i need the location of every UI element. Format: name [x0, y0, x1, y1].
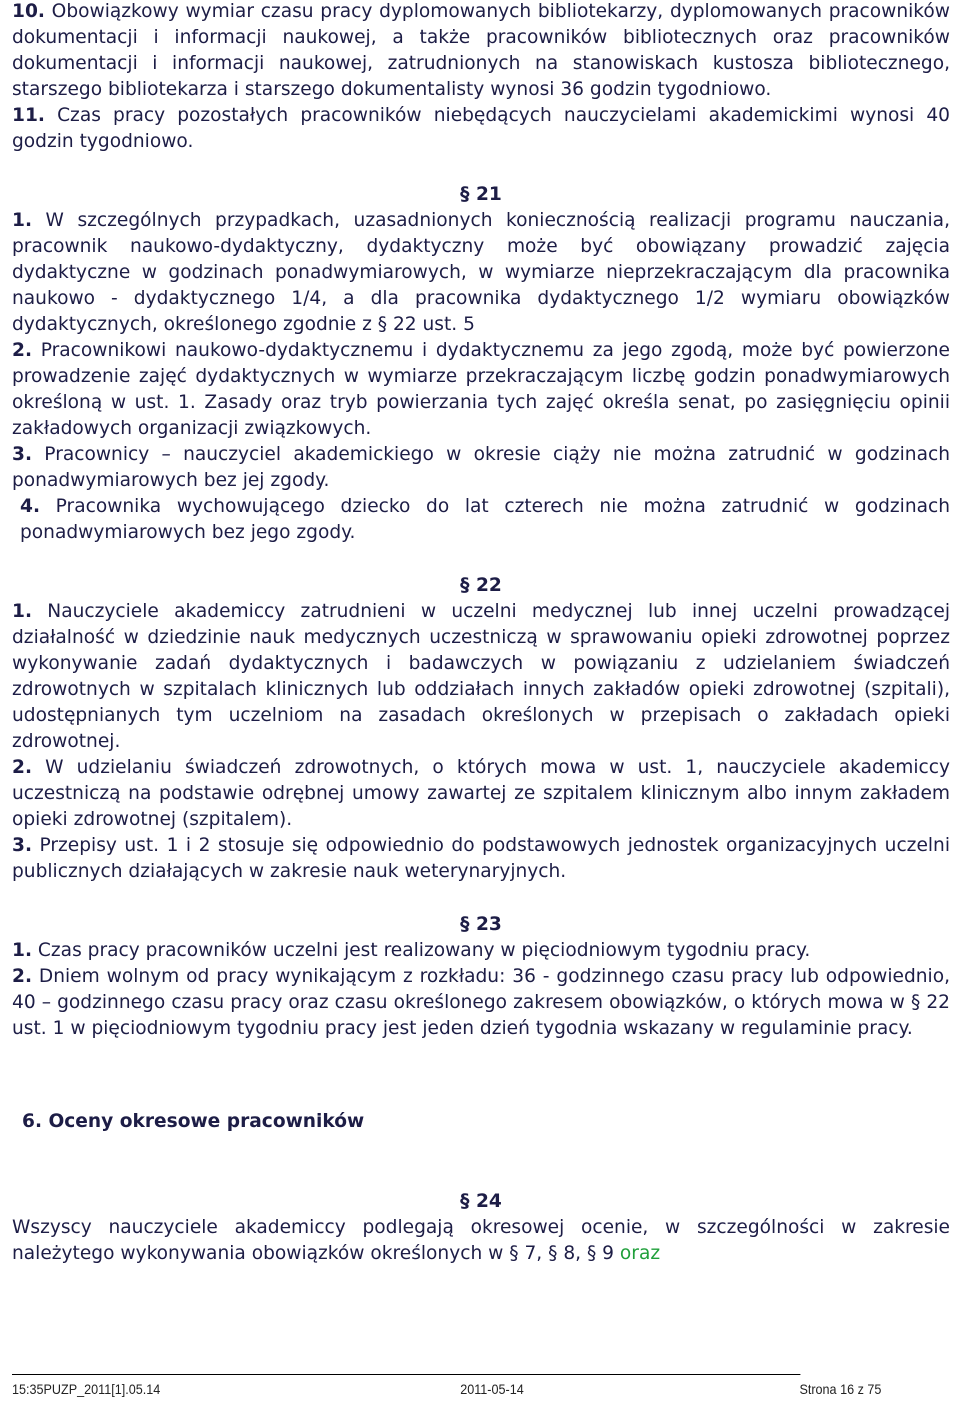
s22-paragraph-3 [12, 833, 950, 885]
s23-paragraph-1 [12, 938, 950, 964]
paragraph-text: Obowiązkowy wymiar czasu pracy dyplomowanych bibliotekarzy, dyplomowanych pracowników dokumentacji i informacji naukowej, a także pracowników bibliotecznych oraz pracowników dokumentacji i informacji naukowej, zatrudnionych na stanowiskach kustosza bibliotecznego, starszego bibliotekarza i starszego dokumentalisty wynosi 36 godzin tygodniowo. [12, 1, 950, 100]
chapter-heading: 6. Oceny okresowe pracowników [22, 1111, 365, 1132]
paragraph-number: 11. [12, 105, 45, 126]
paragraph-text: Nauczyciele akademiccy zatrudnieni w uczelni medycznej lub innej uczelni prowadzącej działalność w dziedzinie nauk medycznych uczestniczą w sprawowaniu opieki zdrowotnej poprzez wykonywanie zadań dydaktycznych i badawczych w powiązaniu z udzielaniem świadczeń zdrowotnych w szpitalach klinicznych lub oddziałach innych zakładów opieki zdrowotnej (szpitali), udostępnianych tym uczelniom na zasadach określonych w przepisach o zakładach opieki zdrowotnej. [12, 601, 950, 752]
paragraph-text: Pracownikowi naukowo-dydaktycznemu i dydaktycznemu za jego zgodą, może być powierzone prowadzenie zajęć dydaktycznych w wymiarze przekraczającym liczbę godzin ponadwymiarowych określoną w ust. 1. Zasady oraz tryb powierzania tych zajęć określa senat, po zasięgnięciu opinii zakładowych organizacji związkowych. [12, 340, 950, 439]
footer-date: 2011-05-14 [460, 1381, 524, 1397]
s23-paragraph-2 [12, 964, 950, 1042]
paragraph-number: 3. [12, 835, 33, 856]
paragraph-10 [12, 0, 950, 103]
section-heading-21: § 21 [460, 184, 502, 205]
paragraph-text: Pracownicy – nauczyciel akademickiego w okresie ciąży nie można zatrudnić w godzinach ponadwymiarowych bez jej zgody. [12, 444, 950, 491]
footer-filename: 15:35PUZP_2011[1].05.14 [12, 1381, 161, 1397]
paragraph-number: 10. [12, 1, 45, 22]
paragraph-11 [12, 103, 950, 155]
paragraph-text: Dniem wolnym od pracy wynikającym z rozkładu: 36 - godzinnego czasu pracy lub odpowiednio, 40 – godzinnego czasu pracy oraz czasu określonego zakresem obowiązków, o których mowa w § 22 ust. 1 w pięciodniowym tygodniu pracy jest jeden dzień tygodnia wskazany w regulaminie pracy. [12, 966, 950, 1039]
paragraph-number: 2. [12, 757, 33, 778]
document-page [12, 0, 950, 1267]
s24-paragraph [12, 1215, 950, 1267]
paragraph-number: 2. [12, 340, 33, 361]
paragraph-number: 4. [20, 496, 41, 517]
paragraph-number: 3. [12, 444, 33, 465]
page-footer [12, 1374, 882, 1397]
section-heading-22: § 22 [460, 575, 502, 596]
inserted-text: oraz [619, 1243, 661, 1264]
footer-page-number: Strona 16 z 75 [799, 1381, 882, 1397]
paragraph-text: Pracownika wychowującego dziecko do lat czterech nie można zatrudnić w godzinach ponadwymiarowych bez jego zgody. [20, 496, 950, 543]
s22-paragraph-2 [12, 755, 950, 833]
paragraph-text: W szczególnych przypadkach, uzasadnionych koniecznością realizacji programu nauczania, pracownik naukowo-dydaktyczny, dydaktyczny może być obowiązany prowadzić zajęcia dydaktyczne w godzinach ponadwymiarowych, w wymiarze nieprzekraczającym dla pracownika naukowo - dydaktycznego 1/4, a dla pracownika dydaktycznego 1/2 wymiaru obowiązków dydaktycznych, określonego zgodnie z § 22 ust. 5 [12, 210, 950, 335]
paragraph-text: Czas pracy pozostałych pracowników niebędących nauczycielami akademickimi wynosi 40 godzin tygodniowo. [12, 105, 950, 152]
paragraph-number: 2. [12, 966, 33, 987]
section-heading-23: § 23 [460, 914, 502, 935]
paragraph-number: 1. [12, 940, 33, 961]
paragraph-text: Przepisy ust. 1 i 2 stosuje się odpowiednio do podstawowych jednostek organizacyjnych uczelni publicznych działających w zakresie nauk weterynaryjnych. [12, 835, 950, 882]
paragraph-number: 1. [12, 601, 33, 622]
section-heading-24: § 24 [460, 1191, 502, 1212]
s21-paragraph-1 [12, 208, 950, 338]
s21-paragraph-4 [12, 494, 950, 546]
paragraph-text: W udzielaniu świadczeń zdrowotnych, o których mowa w ust. 1, nauczyciele akademiccy uczestniczą na podstawie odrębnej umowy zawartej ze szpitalem klinicznym albo innym zakładem opieki zdrowotnej (szpitalem). [12, 757, 950, 830]
s21-paragraph-3 [12, 442, 950, 494]
paragraph-text: Czas pracy pracowników uczelni jest realizowany w pięciodniowym tygodniu pracy. [32, 940, 811, 961]
paragraph-text: Wszyscy nauczyciele akademiccy podlegają okresowej ocenie, w szczególności w zakresie należytego wykonywania obowiązków określonych w § 7, § 8, § 9 [12, 1217, 950, 1264]
s22-paragraph-1 [12, 599, 950, 755]
paragraph-number: 1. [12, 210, 33, 231]
s21-paragraph-2 [12, 338, 950, 442]
